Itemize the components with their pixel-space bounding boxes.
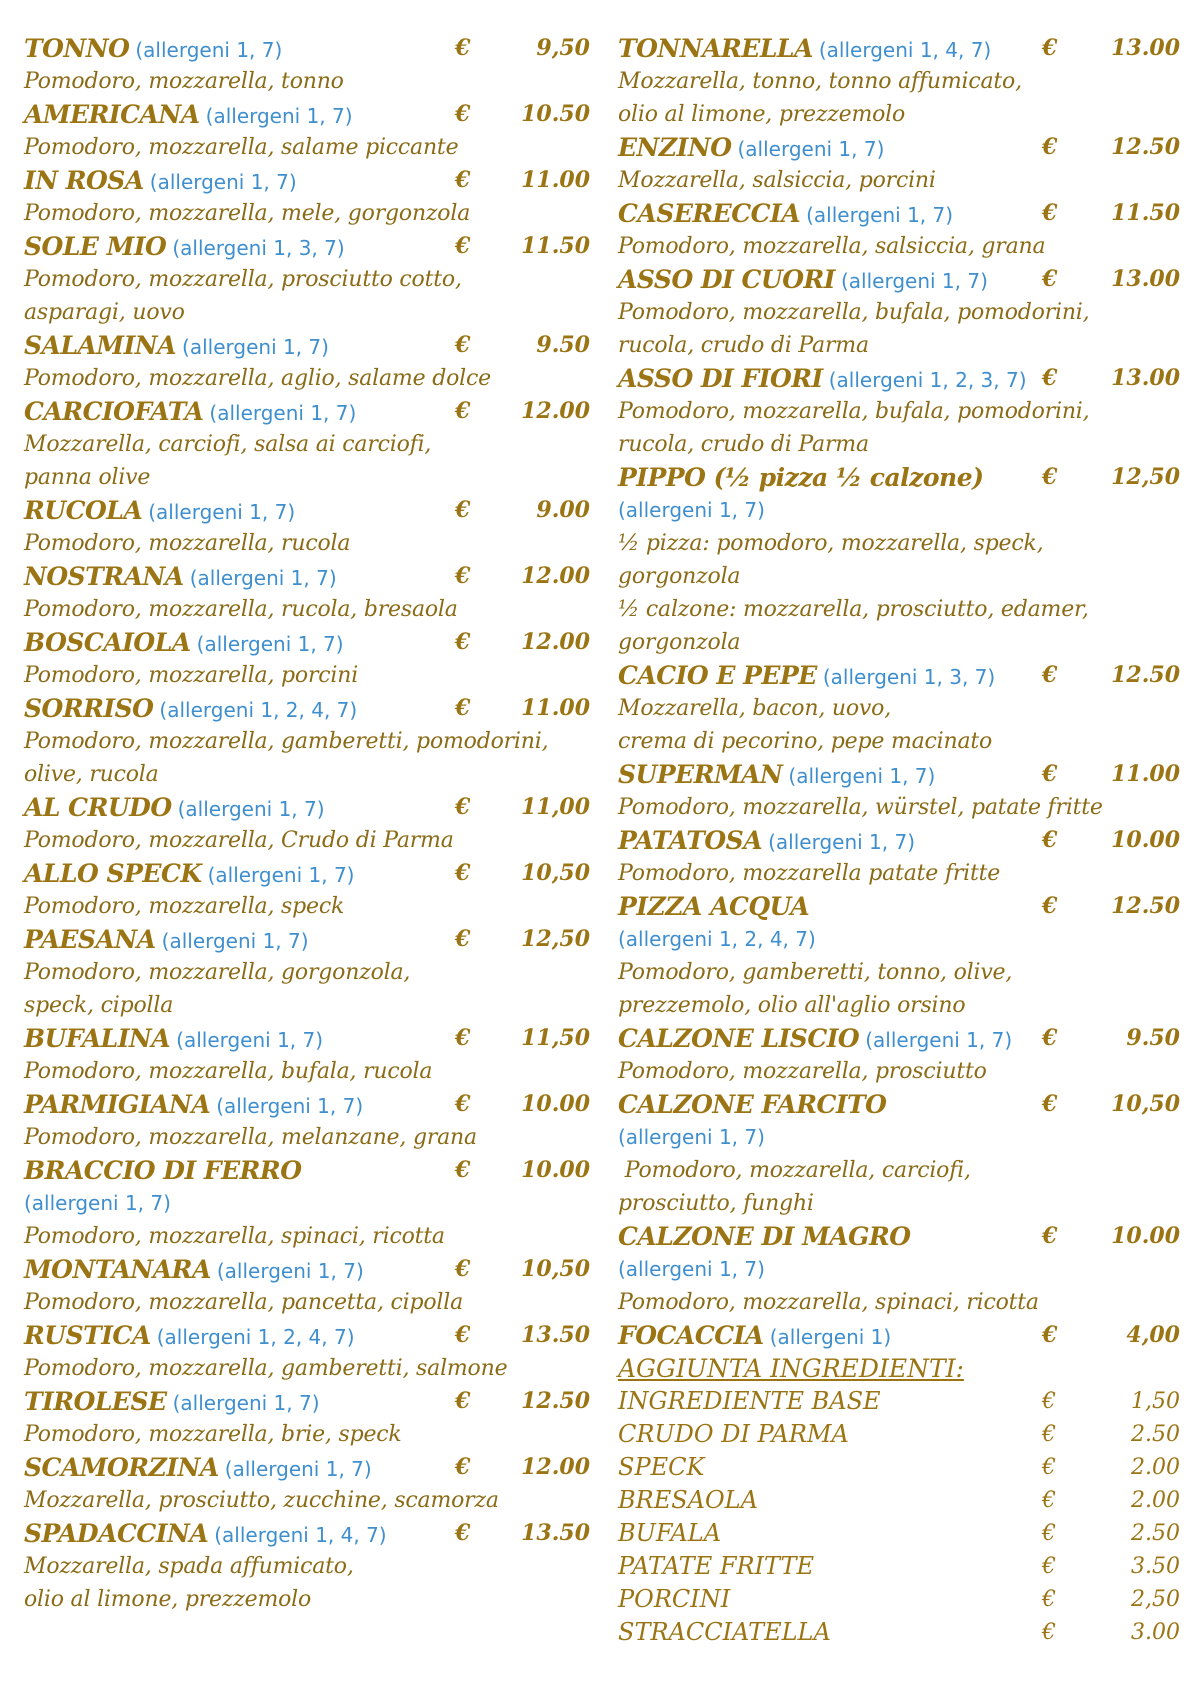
menu-item-price: 12.50 (1111, 662, 1180, 688)
menu-item-allergens: (allergeni 1, 7) (207, 863, 355, 887)
menu-item-allergens: (allergeni 1, 7) (618, 1125, 765, 1149)
menu-item-allergens: (allergeni 1, 7) (618, 498, 765, 522)
menu-item-name: PAESANA (24, 925, 156, 954)
menu-item-header (24, 1319, 590, 1352)
menu-item (24, 98, 590, 164)
menu-item-description: Pomodoro, mozzarella, speck (24, 894, 345, 919)
menu-item-allergens: (allergeni 1, 3, 7) (172, 236, 345, 260)
menu-item-allergens: (allergeni 1, 7) (806, 203, 954, 227)
menu-item-header (618, 197, 1188, 230)
menu-item (618, 362, 1188, 461)
menu-item-price: 11,50 (521, 1025, 590, 1051)
currency-symbol: € (1042, 893, 1058, 919)
currency-symbol: € (1042, 1422, 1056, 1447)
menu-item (24, 692, 590, 791)
menu-item-price: 9.50 (536, 332, 590, 358)
menu-item-allergens: (allergeni 1, 2, 4, 7) (156, 1325, 355, 1349)
currency-symbol: € (455, 1520, 471, 1546)
menu-item-allergens: (allergeni 1, 7) (177, 797, 325, 821)
menu-item-allergens: (allergeni 1, 7) (161, 929, 309, 953)
menu-item-price: 13.50 (521, 1520, 590, 1546)
menu-item-price: 12.50 (1111, 134, 1180, 160)
currency-symbol: € (455, 1454, 471, 1480)
menu-item (618, 263, 1188, 362)
menu-item-name: ENZINO (618, 133, 732, 162)
menu-item-description: ½ pizza: pomodoro, mozzarella, speck, (618, 531, 1044, 556)
menu-item-price: 11.00 (1111, 761, 1180, 787)
menu-item (24, 32, 590, 98)
menu-item-name: TONNO (24, 34, 130, 63)
menu-item-description: Pomodoro, mozzarella, prosciutto (618, 1059, 987, 1084)
menu-item-header (618, 824, 1188, 857)
menu-item-name: CARCIOFATA (24, 397, 204, 426)
menu-item-allergens: (allergeni 1, 7) (737, 137, 885, 161)
menu-item-header (618, 1088, 1188, 1121)
menu-item-price: 12.00 (521, 1454, 590, 1480)
menu-item-header (24, 1088, 590, 1121)
menu-item-description: Mozzarella, tonno, tonno affumicato, (618, 69, 1022, 94)
menu-column-left (24, 32, 590, 1616)
menu-item-price: 10.00 (521, 1091, 590, 1117)
extra-ingredient-price: 2.00 (1131, 1455, 1180, 1480)
extra-ingredient-row (618, 1616, 1188, 1649)
currency-symbol: € (455, 1091, 471, 1117)
menu-item-header (618, 1022, 1188, 1055)
menu-item-name: SCAMORZINA (24, 1453, 219, 1482)
menu-item (24, 560, 590, 626)
menu-item (24, 329, 590, 395)
currency-symbol: € (1042, 1587, 1056, 1612)
menu-item-allergens: (allergeni 1, 4, 7) (818, 38, 992, 62)
menu-item-allergens: (allergeni 1, 2, 4, 7) (618, 927, 816, 951)
extra-ingredient-row (618, 1583, 1188, 1616)
menu-item-description: panna olive (24, 465, 151, 490)
menu-item-header (24, 32, 590, 65)
menu-item-header (24, 1451, 590, 1484)
menu-item-name: CALZONE FARCITO (618, 1090, 887, 1119)
menu-item-description: prosciutto, funghi (618, 1191, 814, 1216)
menu-item-name: ASSO DI CUORI (618, 265, 835, 294)
menu-item (618, 758, 1188, 824)
menu-item-allergens: (allergeni 1, 7) (189, 566, 337, 590)
menu-item-allergens: (allergeni 1, 7) (216, 1259, 364, 1283)
menu-item-name: BOSCAIOLA (24, 628, 191, 657)
menu-item-description: rucola, crudo di Parma (618, 333, 869, 358)
currency-symbol: € (1042, 35, 1058, 61)
menu-item-price: 9.00 (536, 497, 590, 523)
menu-item (618, 1022, 1188, 1088)
extra-ingredient-row (618, 1550, 1188, 1583)
menu-item-description: Pomodoro, mozzarella, porcini (24, 663, 359, 688)
currency-symbol: € (1042, 1025, 1058, 1051)
menu-item-allergens: (allergeni 1, 7) (148, 500, 296, 524)
menu-item (24, 1451, 590, 1517)
menu-item (24, 1088, 590, 1154)
menu-item-allergens: (allergeni 1, 7) (205, 104, 353, 128)
menu-item-price: 10.00 (1111, 827, 1180, 853)
menu-item-allergens: (allergeni 1) (769, 1325, 892, 1349)
menu-item-price: 12.00 (521, 629, 590, 655)
menu-item (618, 197, 1188, 263)
menu-item (24, 1253, 590, 1319)
menu-item-allergens: (allergeni 1, 4, 7) (214, 1523, 387, 1547)
menu-item-description: Pomodoro, mozzarella, prosciutto cotto, (24, 267, 462, 292)
menu-item-description: Pomodoro, mozzarella, bufala, pomodorini, (618, 300, 1090, 325)
menu-item-header (618, 1220, 1188, 1253)
menu-item-description: olive, rucola (24, 762, 159, 787)
menu-item-description: Pomodoro, mozzarella, mele, gorgonzola (24, 201, 471, 226)
menu-item (24, 1154, 590, 1253)
menu-item-header (618, 461, 1188, 494)
menu-item-header (24, 329, 590, 362)
menu-item-price: 11,00 (521, 794, 590, 820)
menu-item-header (618, 32, 1188, 65)
menu-item (24, 1385, 590, 1451)
menu-item (24, 230, 590, 329)
currency-symbol: € (455, 1256, 471, 1282)
menu-item-description: asparagi, uovo (24, 300, 185, 325)
menu-item-header (24, 626, 590, 659)
menu-item-description: ½ calzone: mozzarella, prosciutto, edamer, (618, 597, 1089, 622)
menu-item-header (24, 1154, 590, 1187)
menu-item-description: crema di pecorino, pepe macinato (618, 729, 993, 754)
extra-ingredient-row (618, 1418, 1188, 1451)
currency-symbol: € (455, 398, 471, 424)
menu-item-allergens: (allergeni 1, 7) (149, 170, 297, 194)
menu-item-allergens: (allergeni 1, 7) (865, 1028, 1013, 1052)
extra-ingredient-name: INGREDIENTE BASE (618, 1387, 881, 1415)
menu-item-description: Pomodoro, mozzarella, bufala, pomodorini, (618, 399, 1090, 424)
extra-ingredient-row (618, 1451, 1188, 1484)
menu-item-price: 9,50 (536, 35, 590, 61)
menu-item-name: AMERICANA (24, 100, 200, 129)
menu-item-header (24, 857, 590, 890)
extra-ingredients-section (618, 1352, 1188, 1649)
currency-symbol: € (1042, 1091, 1058, 1117)
menu-item-price: 4,00 (1126, 1322, 1180, 1348)
currency-symbol: € (455, 1025, 471, 1051)
menu-item-name: BUFALINA (24, 1024, 171, 1053)
extra-ingredient-price: 2.50 (1131, 1521, 1180, 1546)
menu-item-allergens: (allergeni 1, 7) (216, 1094, 364, 1118)
menu-item-header (618, 131, 1188, 164)
menu-item-description: Pomodoro, mozzarella, Crudo di Parma (24, 828, 454, 853)
menu-item-price: 10,50 (521, 860, 590, 886)
menu-item-name: SPADACCINA (24, 1519, 209, 1548)
menu-item-header (24, 230, 590, 263)
menu-item-header (24, 494, 590, 527)
menu-item-allergens-line (618, 923, 1188, 956)
menu-item (24, 395, 590, 494)
menu-item-name: ALLO SPECK (24, 859, 202, 888)
menu-item-allergens: (allergeni 1, 2, 4, 7) (159, 698, 358, 722)
menu-item-allergens-line (618, 1121, 1188, 1154)
menu-item-description: Pomodoro, mozzarella, pancetta, cipolla (24, 1290, 464, 1315)
menu-item-name: TIROLESE (24, 1387, 167, 1416)
menu-item-description: Pomodoro, gamberetti, tonno, olive, (618, 960, 1013, 985)
menu-item-name: BRACCIO DI FERRO (24, 1156, 302, 1185)
menu-item-description: Pomodoro, mozzarella, rucola, bresaola (24, 597, 458, 622)
extra-ingredient-price: 2.50 (1131, 1422, 1180, 1447)
currency-symbol: € (455, 1322, 471, 1348)
menu-item-allergens: (allergeni 1, 7) (618, 1257, 765, 1281)
menu-item-name: SALAMINA (24, 331, 177, 360)
menu-item (24, 1022, 590, 1088)
menu-item (24, 1517, 590, 1616)
currency-symbol: € (455, 926, 471, 952)
currency-symbol: € (455, 35, 471, 61)
menu-item-description: Pomodoro, mozzarella, würstel, patate fritte (618, 795, 1103, 820)
menu-item-name: RUSTICA (24, 1321, 151, 1350)
currency-symbol: € (455, 497, 471, 523)
menu-item-name: ASSO DI FIORI (618, 364, 823, 393)
menu-item-header (24, 692, 590, 725)
extra-ingredient-price: 2,50 (1131, 1587, 1180, 1612)
currency-symbol: € (455, 167, 471, 193)
currency-symbol: € (1042, 1455, 1056, 1480)
menu-item-description: Mozzarella, salsiccia, porcini (618, 168, 936, 193)
menu-item-header (24, 98, 590, 131)
menu-item-price: 11.50 (521, 233, 590, 259)
menu-item-allergens: (allergeni 1, 7) (176, 1028, 324, 1052)
menu-item-header (24, 791, 590, 824)
extra-ingredient-name: BRESAOLA (618, 1486, 758, 1514)
menu-item-name: CALZONE LISCIO (618, 1024, 860, 1053)
menu-item-allergens: (allergeni 1, 7) (788, 764, 936, 788)
menu-item-header (618, 1319, 1188, 1352)
menu-column-right (618, 32, 1188, 1649)
extra-ingredient-name: STRACCIATELLA (618, 1618, 831, 1646)
menu-item-price: 10.00 (521, 1157, 590, 1183)
menu-item-price: 13.00 (1111, 266, 1180, 292)
menu-item-price: 10.50 (521, 101, 590, 127)
menu-item-price: 13.50 (521, 1322, 590, 1348)
menu-item-price: 13.00 (1111, 365, 1180, 391)
menu-item-description: olio al limone, prezzemolo (618, 102, 906, 127)
menu-item (618, 32, 1188, 131)
extra-ingredient-name: SPECK (618, 1453, 705, 1481)
menu-item-price: 11.50 (1111, 200, 1180, 226)
menu-item-header (24, 1517, 590, 1550)
menu-item-name: RUCOLA (24, 496, 143, 525)
menu-item-name: TONNARELLA (618, 34, 813, 63)
menu-item-description: Pomodoro, mozzarella, salsiccia, grana (618, 234, 1046, 259)
extra-ingredient-row (618, 1484, 1188, 1517)
menu-item-header (24, 1253, 590, 1286)
menu-item-price: 11.00 (521, 167, 590, 193)
menu-item (618, 890, 1188, 1022)
menu-item-description: rucola, crudo di Parma (618, 432, 869, 457)
menu-item (24, 494, 590, 560)
menu-item-header (618, 263, 1188, 296)
menu-item-name: NOSTRANA (24, 562, 184, 591)
menu-item-header (24, 1022, 590, 1055)
currency-symbol: € (455, 794, 471, 820)
menu-item-price: 12.00 (521, 563, 590, 589)
menu-item-price: 13.00 (1111, 35, 1180, 61)
menu-item (24, 923, 590, 1022)
menu-item-header (24, 164, 590, 197)
menu-item-name: SORRISO (24, 694, 154, 723)
menu-item-description: prezzemolo, olio all'aglio orsino (618, 993, 966, 1018)
menu-item-allergens: (allergeni 1, 3, 7) (822, 665, 996, 689)
menu-item-description: Mozzarella, spada affumicato, (24, 1554, 354, 1579)
menu-item (618, 824, 1188, 890)
menu-item-price: 12,50 (1111, 464, 1180, 490)
menu-item-price: 10,50 (521, 1256, 590, 1282)
extra-ingredient-price: 1,50 (1131, 1389, 1180, 1414)
menu-item-header (24, 560, 590, 593)
menu-item-description: Pomodoro, mozzarella, rucola (24, 531, 351, 556)
menu-item (618, 131, 1188, 197)
currency-symbol: € (1042, 1620, 1056, 1645)
menu-item-allergens-line (618, 1253, 1188, 1286)
menu-item-allergens: (allergeni 1, 7) (172, 1391, 320, 1415)
menu-item-description: Pomodoro, mozzarella, melanzane, grana (24, 1125, 477, 1150)
menu-item-description: Pomodoro, mozzarella, aglio, salame dolce (24, 366, 491, 391)
currency-symbol: € (1042, 662, 1058, 688)
menu-item-name: FOCACCIA (618, 1321, 764, 1350)
currency-symbol: € (455, 1157, 471, 1183)
menu-item (24, 626, 590, 692)
menu-item-name: SUPERMAN (618, 760, 783, 789)
menu-item-allergens: (allergeni 1, 7) (840, 269, 988, 293)
menu-item-allergens: (allergeni 1, 7) (768, 830, 916, 854)
currency-symbol: € (455, 563, 471, 589)
menu-item-description: Pomodoro, mozzarella, carciofi, (618, 1158, 971, 1183)
menu-item-description: Pomodoro, mozzarella, tonno (24, 69, 344, 94)
currency-symbol: € (455, 233, 471, 259)
menu-item-price: 10,50 (1111, 1091, 1180, 1117)
currency-symbol: € (1042, 1521, 1056, 1546)
menu-item-header (24, 1385, 590, 1418)
menu-item-header (618, 890, 1188, 923)
menu-item-description: speck, cipolla (24, 993, 174, 1018)
menu-item-allergens-line (618, 494, 1188, 527)
menu-item (618, 1319, 1188, 1352)
menu-item-name: MONTANARA (24, 1255, 211, 1284)
menu-item-description: gorgonzola (618, 630, 741, 655)
extra-ingredient-name: PORCINI (618, 1585, 731, 1613)
menu-item-description: Pomodoro, mozzarella, spinaci, ricotta (618, 1290, 1039, 1315)
menu-item (24, 857, 590, 923)
menu-item-name: CASERECCIA (618, 199, 801, 228)
menu-item-description: Pomodoro, mozzarella, gamberetti, salmone (24, 1356, 508, 1381)
menu-item-price: 11.00 (521, 695, 590, 721)
menu-item-description: Pomodoro, mozzarella, gorgonzola, (24, 960, 411, 985)
currency-symbol: € (1042, 1223, 1058, 1249)
menu-item-name: IN ROSA (24, 166, 144, 195)
currency-symbol: € (455, 695, 471, 721)
menu-item-name: PIPPO (½ pizza ½ calzone) (618, 463, 984, 492)
menu-item-allergens: (allergeni 1, 2, 3, 7) (828, 368, 1027, 392)
menu-item-price: 12,50 (521, 926, 590, 952)
menu-item-name: SOLE MIO (24, 232, 167, 261)
currency-symbol: € (1042, 1389, 1056, 1414)
currency-symbol: € (1042, 464, 1058, 490)
extra-ingredient-row (618, 1385, 1188, 1418)
menu-item-description: Pomodoro, mozzarella, gamberetti, pomodorini, (24, 729, 549, 754)
extra-ingredient-price: 3.50 (1131, 1554, 1180, 1579)
menu-item-description: Mozzarella, carciofi, salsa ai carciofi, (24, 432, 432, 457)
currency-symbol: € (1042, 1488, 1056, 1513)
extra-ingredient-name: PATATE FRITTE (618, 1552, 815, 1580)
currency-symbol: € (1042, 200, 1058, 226)
menu-item-description: Pomodoro, mozzarella, brie, speck (24, 1422, 402, 1447)
menu-item-price: 12.50 (521, 1388, 590, 1414)
menu-item-header (618, 758, 1188, 791)
menu-item-header (618, 362, 1188, 395)
menu-item-allergens: (allergeni 1, 7) (135, 38, 283, 62)
menu-item-allergens: (allergeni 1, 7) (224, 1457, 372, 1481)
menu-item-header (618, 659, 1188, 692)
extra-ingredient-name: BUFALA (618, 1519, 722, 1547)
menu-item (24, 1319, 590, 1385)
currency-symbol: € (1042, 1554, 1056, 1579)
currency-symbol: € (1042, 827, 1058, 853)
menu-item-price: 10.00 (1111, 1223, 1180, 1249)
currency-symbol: € (455, 1388, 471, 1414)
menu-item (618, 1220, 1188, 1319)
menu-item-price: 12.50 (1111, 893, 1180, 919)
menu-item-name: CALZONE DI MAGRO (618, 1222, 911, 1251)
menu-item-name: CACIO E PEPE (618, 661, 817, 690)
menu-item-header (24, 923, 590, 956)
menu-item-allergens: (allergeni 1, 7) (209, 401, 357, 425)
currency-symbol: € (1042, 761, 1058, 787)
menu-item-allergens: (allergeni 1, 7) (182, 335, 329, 359)
menu-item (24, 791, 590, 857)
menu-item (618, 1088, 1188, 1220)
currency-symbol: € (455, 629, 471, 655)
menu-item (618, 461, 1188, 659)
extra-ingredient-name: CRUDO DI PARMA (618, 1420, 849, 1448)
menu-item-name: PIZZA ACQUA (618, 892, 810, 921)
menu-item-name: PARMIGIANA (24, 1090, 211, 1119)
currency-symbol: € (455, 860, 471, 886)
menu-item-header (24, 395, 590, 428)
menu-item-price: 12.00 (521, 398, 590, 424)
currency-symbol: € (1042, 266, 1058, 292)
extra-ingredient-price: 2.00 (1131, 1488, 1180, 1513)
menu-item-description: Pomodoro, mozzarella, spinaci, ricotta (24, 1224, 445, 1249)
menu-item (618, 659, 1188, 758)
currency-symbol: € (455, 101, 471, 127)
menu-item-description: Mozzarella, prosciutto, zucchine, scamorza (24, 1488, 499, 1513)
currency-symbol: € (455, 332, 471, 358)
menu-item-name: AL CRUDO (24, 793, 172, 822)
currency-symbol: € (1042, 134, 1058, 160)
menu-item-description: gorgonzola (618, 564, 741, 589)
currency-symbol: € (1042, 1322, 1058, 1348)
menu-item-allergens-line (24, 1187, 590, 1220)
menu-item-description: Pomodoro, mozzarella, salame piccante (24, 135, 459, 160)
menu-item-name: PATATOSA (618, 826, 763, 855)
menu-item-description: Mozzarella, bacon, uovo, (618, 696, 891, 721)
extra-ingredient-row (618, 1517, 1188, 1550)
menu-item (24, 164, 590, 230)
extra-ingredient-price: 3.00 (1131, 1620, 1180, 1645)
extra-ingredients-heading: AGGIUNTA INGREDIENTI: (618, 1354, 964, 1383)
menu-item-allergens: (allergeni 1, 7) (196, 632, 344, 656)
menu-item-allergens: (allergeni 1, 7) (24, 1191, 171, 1215)
menu-item-description: Pomodoro, mozzarella patate fritte (618, 861, 1001, 886)
menu-item-description: olio al limone, prezzemolo (24, 1587, 312, 1612)
currency-symbol: € (1042, 365, 1058, 391)
menu-item-price: 9.50 (1126, 1025, 1180, 1051)
menu-item-description: Pomodoro, mozzarella, bufala, rucola (24, 1059, 433, 1084)
